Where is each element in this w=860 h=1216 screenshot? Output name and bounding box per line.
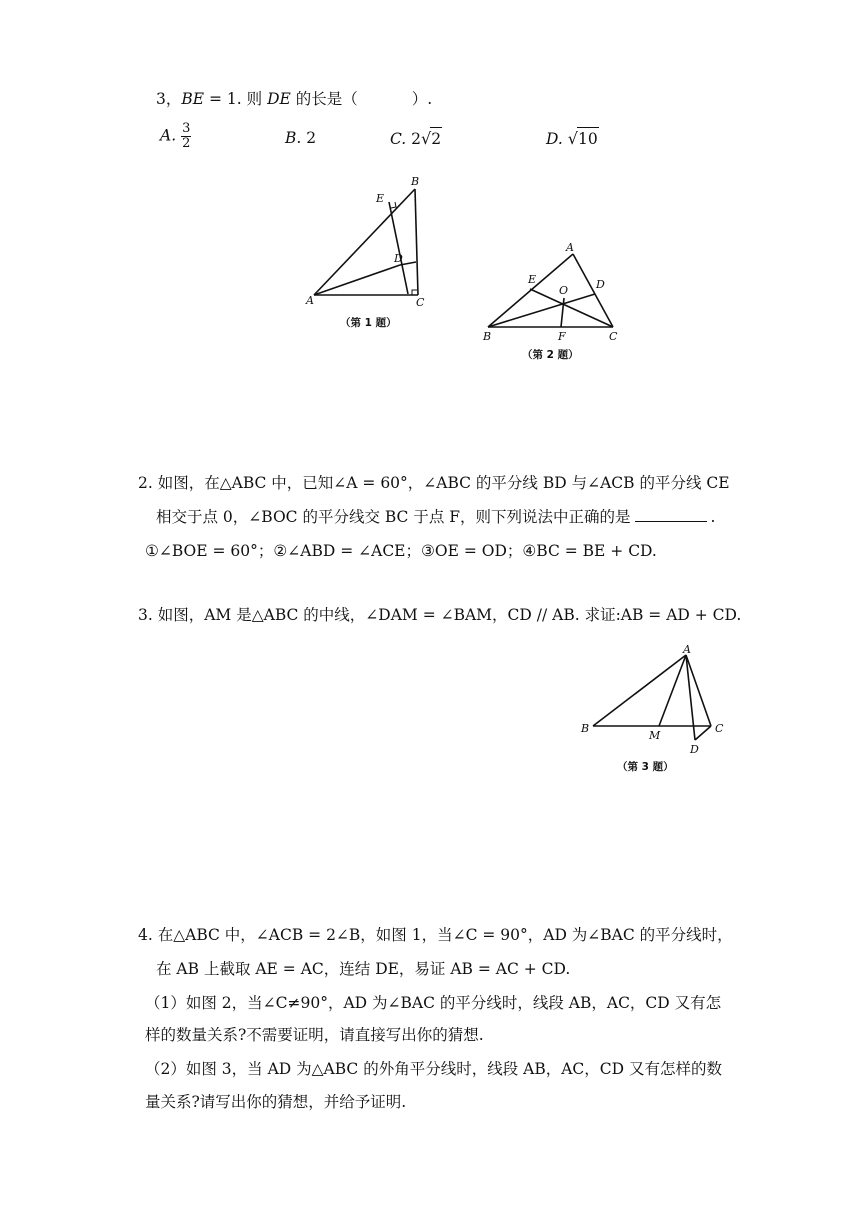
fig1-label-a: A — [306, 294, 314, 307]
fig3-label-c: C — [715, 722, 724, 735]
fig1-label-d: D — [394, 252, 403, 265]
q4-line-6: 量关系?请写出你的猜想，并给予证明. — [145, 1093, 407, 1111]
q4-line-1: 4. 在△ABC 中，∠ACB = 2∠B，如图 1，当∠C = 90°，AD 为∠BAC 的平分线时， — [138, 926, 733, 944]
fig2-caption: （第 2 题） — [522, 349, 579, 361]
fig1-caption: （第 1 题） — [340, 317, 397, 329]
q1-stem: 3，BE = 1. 则 DE 的长是（ ）. — [156, 90, 433, 108]
q4-line-5: （2）如图 3，当 AD 为△ABC 的外角平分线时，线段 AB，AC，CD 又有怎样的数 — [145, 1060, 722, 1078]
fig2-label-a: A — [566, 241, 574, 254]
fig1-label-b: B — [411, 175, 420, 188]
fig1-label-e: E — [376, 192, 385, 205]
fig3-label-m: M — [649, 729, 661, 742]
fig1-label-c: C — [416, 296, 425, 309]
q1-option-b: B. 2 — [285, 129, 317, 147]
figure-3 — [575, 640, 735, 780]
fig3-label-a: A — [683, 643, 691, 656]
figure-2 — [478, 236, 638, 366]
fig3-caption: （第 3 题） — [617, 761, 674, 773]
q1-option-d: D. √10 — [546, 129, 598, 148]
q3-line-1: 3. 如图，AM 是△ABC 的中线，∠DAM = ∠BAM，CD // AB. 求证:AB = AD + CD. — [138, 606, 742, 624]
answer-blank[interactable] — [635, 507, 707, 522]
fig3-label-b: B — [581, 722, 590, 735]
fig2-label-o: O — [559, 284, 569, 297]
fig2-label-d: D — [596, 278, 605, 291]
q2-line-1: 2. 如图，在△ABC 中，已知∠A = 60°，∠ABC 的平分线 BD 与∠ACB 的平分线 CE — [138, 474, 730, 492]
q4-line-4: 样的数量关系?不需要证明，请直接写出你的猜想. — [145, 1026, 484, 1044]
q4-line-3: （1）如图 2，当∠C≠90°，AD 为∠BAC 的平分线时，线段 AB，AC，CD 又有怎 — [145, 994, 722, 1012]
q4-line-2: 在 AB 上截取 AE = AC，连结 DE，易证 AB = AC + CD. — [156, 960, 571, 978]
fig3-label-d: D — [690, 743, 699, 756]
q1-option-c: C. 2√2 — [390, 129, 442, 148]
fraction: $\frac{3}{2}$ — [182, 121, 191, 151]
figure-1 — [300, 170, 450, 335]
q2-line-2: 相交于点 0，∠BOC 的平分线交 BC 于点 F，则下列说法中正确的是 . — [156, 508, 716, 526]
fig2-label-e: E — [528, 273, 537, 286]
q2-line-3: ①∠BOE = 60°；②∠ABD = ∠ACE；③OE = OD；④BC = BE + CD. — [145, 542, 657, 560]
fig2-label-b: B — [483, 330, 492, 343]
fig2-label-f: F — [558, 330, 566, 343]
fig2-label-c: C — [609, 330, 618, 343]
q1-option-a: A. $\frac{3}{2}$ — [160, 121, 191, 151]
